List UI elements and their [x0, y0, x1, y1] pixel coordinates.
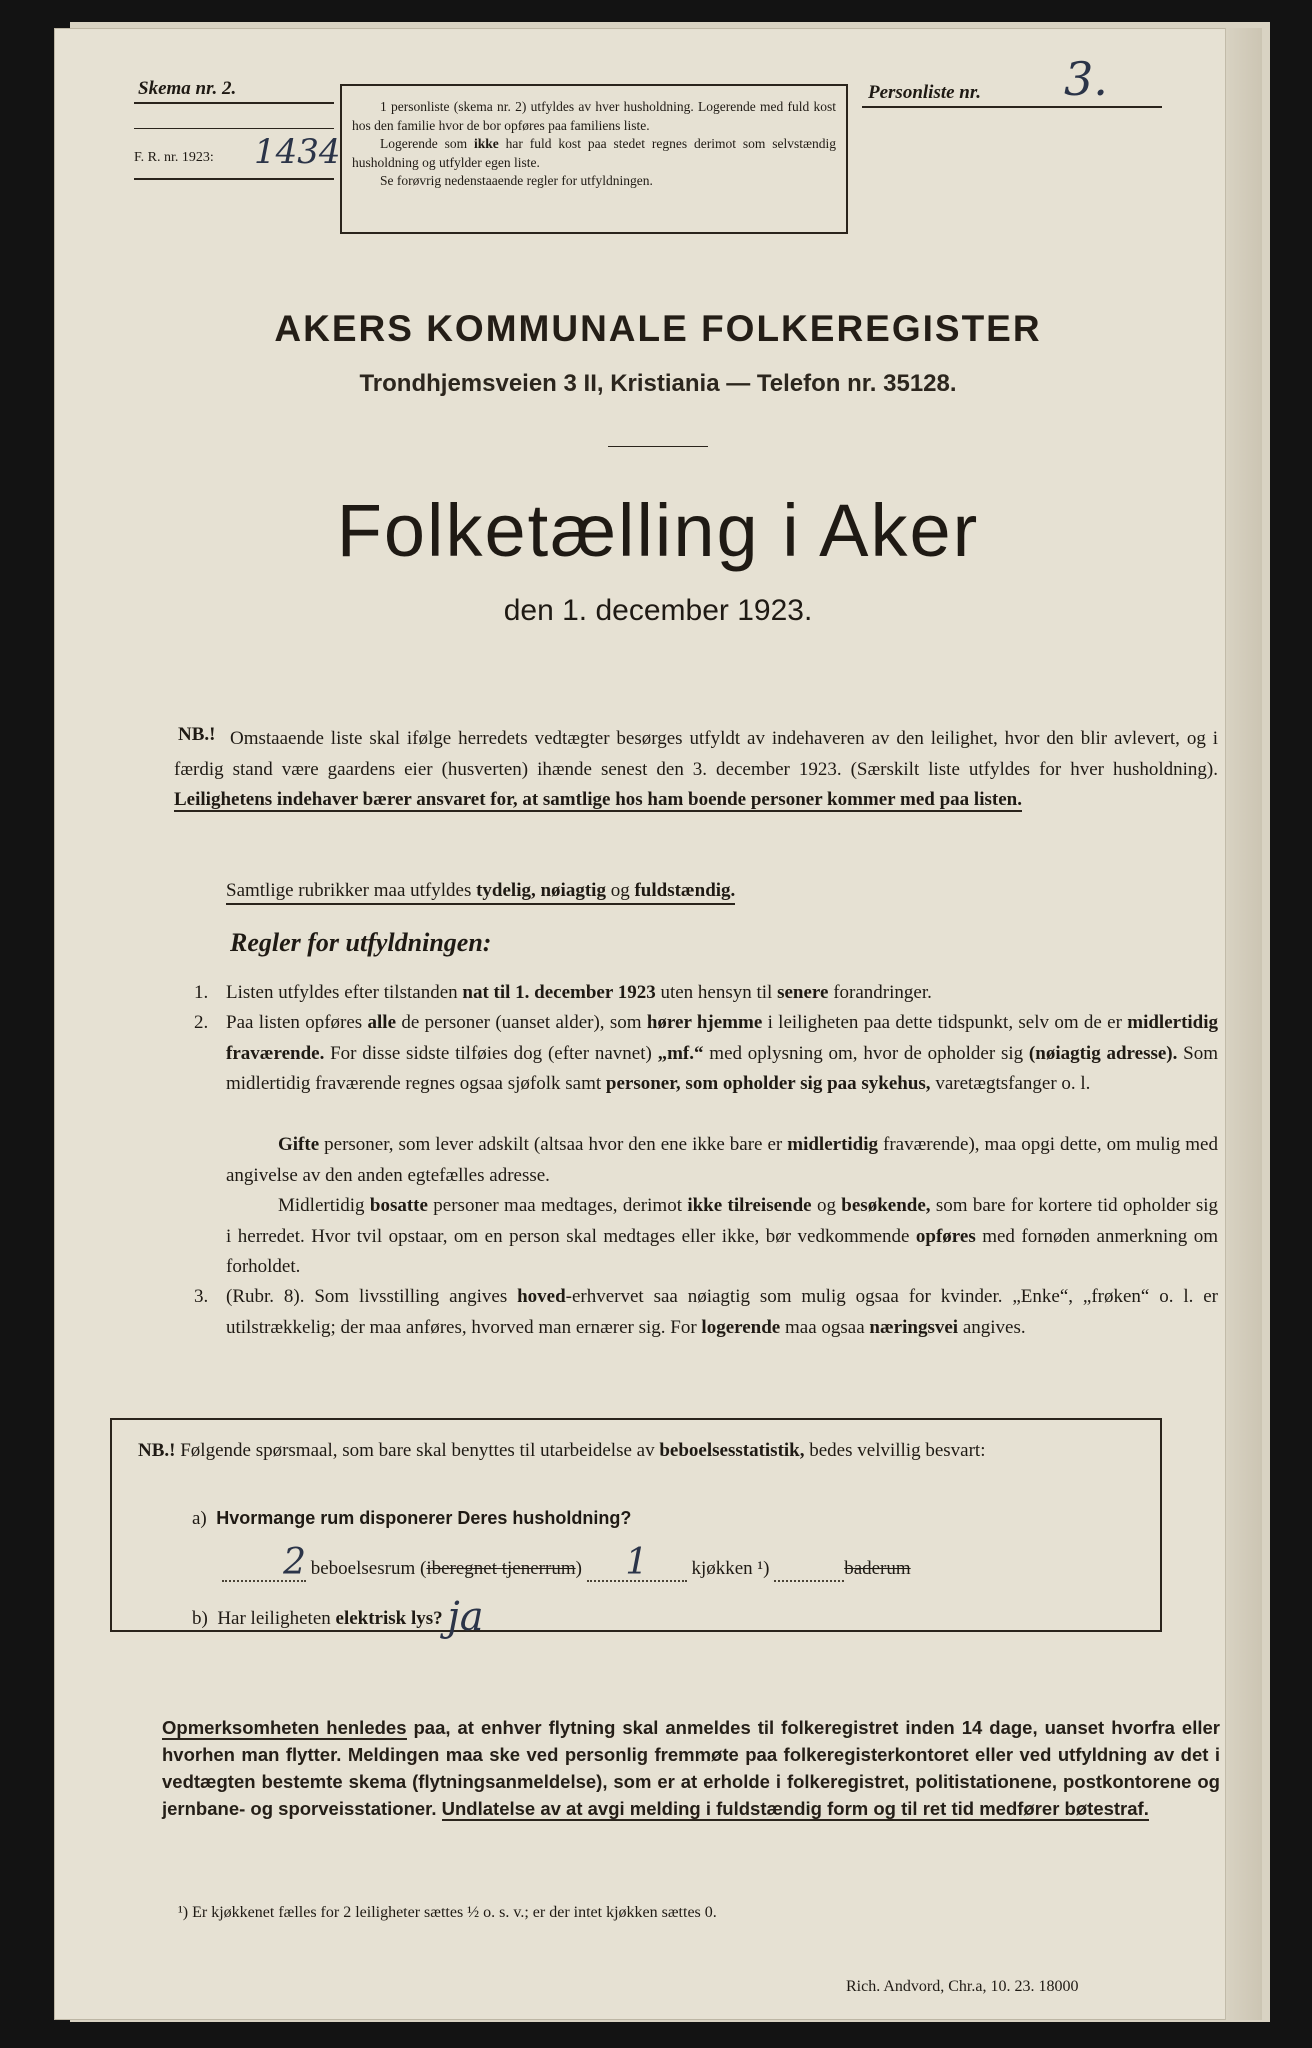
question-a: a) Hvormange rum disponerer Deres husholdning?	[192, 1508, 632, 1529]
page-title: Folketælling i Aker	[336, 489, 980, 572]
question-b: b) Har leiligheten elektrisk lys? ja	[192, 1594, 484, 1640]
census-date: den 1. december 1923.	[503, 594, 813, 627]
printer-imprint: Rich. Andvord, Chr.a, 10. 23. 18000	[846, 1978, 1079, 1995]
kitchen-value-handwritten: 1	[625, 1542, 649, 1583]
rooms-row: 2 beboelsesrum (iberegnet tjenerrum) 1 kjøkken ¹) baderum	[222, 1548, 1142, 1582]
rules-heading: Regler for utfyldningen:	[230, 928, 492, 957]
nb1-rubrikker: Samtlige rubrikker maa utfyldes tydelig, nøiagtig og fuldstændig.	[226, 876, 1176, 907]
moving-notice: Opmerksomheten henledes paa, at enhver flytning skal anmeldes til folkeregistret inden 14 dage, uanset hvorfra eller hvorhen man flytter. Meldingen maa ske ved personlig fremmøte paa folkeregisterkontoret eller ved utfyldning av det i vedtægten bestemte skema (flytningsanmeldelse), som er at erholde i folkeregistret, politistationene, postkontorene og jernbane- og sporveisstationer. Undlatelse av at avgi melding i fuldstændig form og til ret tid medfører bøtestraf.	[162, 1717, 1220, 1819]
skema-label: Skema nr. 2.	[138, 78, 237, 99]
info-p1: 1 personliste (skema nr. 2) utfyldes av hver husholdning. Logerende med fuld kost hos den familie hvor de bor opføres paa familiens liste.	[352, 99, 836, 133]
housing-statistics-box	[110, 1418, 1162, 1640]
rule-3: 3. (Rubr. 8). Som livsstilling angives hoved-erhvervet saa nøiagtig som mulig ogsaa for kvinder. „Enke“, „frøken“ o. l. er utilstrækkelig; der maa anføres, hvorved man ernærer sig. For logerende maa ogsaa næringsvei angives.	[194, 1286, 1218, 1338]
footnote: ¹) Er kjøkkenet fælles for 2 leiligheter sættes ½ o. s. v.; er der intet kjøkken sættes 0.	[178, 1904, 717, 1921]
fr-rule	[134, 178, 334, 180]
rule-2-bosatte: Midlertidig bosatte personer maa medtages, derimot ikke tilreisende og besøkende, som bare for kortere tid opholder sig i herredet. Hvor tvil opstaar, om en person skal medtages eller ikke, bør vedkommende opføres med fornøden anmerkning om forholdet.	[226, 1195, 1218, 1277]
nb1-text: Omstaaende liste skal ifølge herredets vedtægter besørges utfyldt av indehaveren av den leilighet, hvor den blir avlevert, og i færdig stand være gaardens eier (husverten) ihænde senest den 3. december 1923. (Særskilt liste utfyldes for hver husholdning). Leilighetens indehaver bærer ansvaret for, at samtlige hos ham boende personer kommer med paa listen.	[174, 728, 1218, 810]
fr-number-handwritten: 1434	[254, 132, 341, 172]
rooms-value-handwritten: 2	[283, 1542, 306, 1583]
personliste-number-handwritten: 3.	[1064, 52, 1108, 106]
skema-rule	[134, 102, 334, 104]
divider	[608, 446, 708, 447]
rule-2: 2. Paa listen opføres alle de personer (uanset alder), som hører hjemme i leiligheten paa dette tidspunkt, selv om de er midlertidig fraværende. For disse sidste tilføies dog (efter navnet) „mf.“ med oplysning om, hvor de opholder sig (nøiagtig adresse). Som midlertidig fraværende regnes ogsaa sjøfolk samt personer, som opholder sig paa sykehus, varetægtsfanger o. l.	[194, 1012, 1219, 1094]
info-box	[340, 84, 848, 234]
nb1-label: NB.!	[178, 724, 216, 745]
rule-1: 1. Listen utfyldes efter tilstanden nat til 1. december 1923 uten hensyn til senere forandringer.	[194, 982, 932, 1003]
electric-answer-handwritten: ja	[447, 1594, 484, 1640]
info-p3: Se forøvrig nedenstaaende regler for utfyldningen.	[380, 173, 653, 188]
rule-2-gifte: Gifte personer, som lever adskilt (altsaa hvor den ene ikke bare er midlertidig fraværende), maa opgi dette, om mulig med angivelse av den anden egtefælles adresse.	[226, 1134, 1218, 1186]
personliste-rule	[862, 106, 1162, 108]
fr-prefix: F. R. nr. 1923:	[134, 150, 214, 165]
info-p2: Logerende som ikke har fuld kost paa stedet regnes derimot som selvstændig husholdning og utfylder egen liste.	[352, 136, 836, 170]
personliste-label: Personliste nr.	[868, 82, 981, 103]
census-form	[54, 28, 1262, 2020]
bath-label: baderum	[844, 1558, 911, 1579]
office-name: AKERS KOMMUNALE FOLKEREGISTER	[274, 308, 1042, 349]
office-address: Trondhjemsveien 3 II, Kristiania — Telefon nr. 35128.	[359, 370, 957, 397]
nb2-text: NB.! Følgende spørsmaal, som bare skal benyttes til utarbeidelse av beboelsesstatistik, bedes velvillig besvart:	[138, 1440, 986, 1461]
fr-top-rule	[134, 128, 334, 129]
